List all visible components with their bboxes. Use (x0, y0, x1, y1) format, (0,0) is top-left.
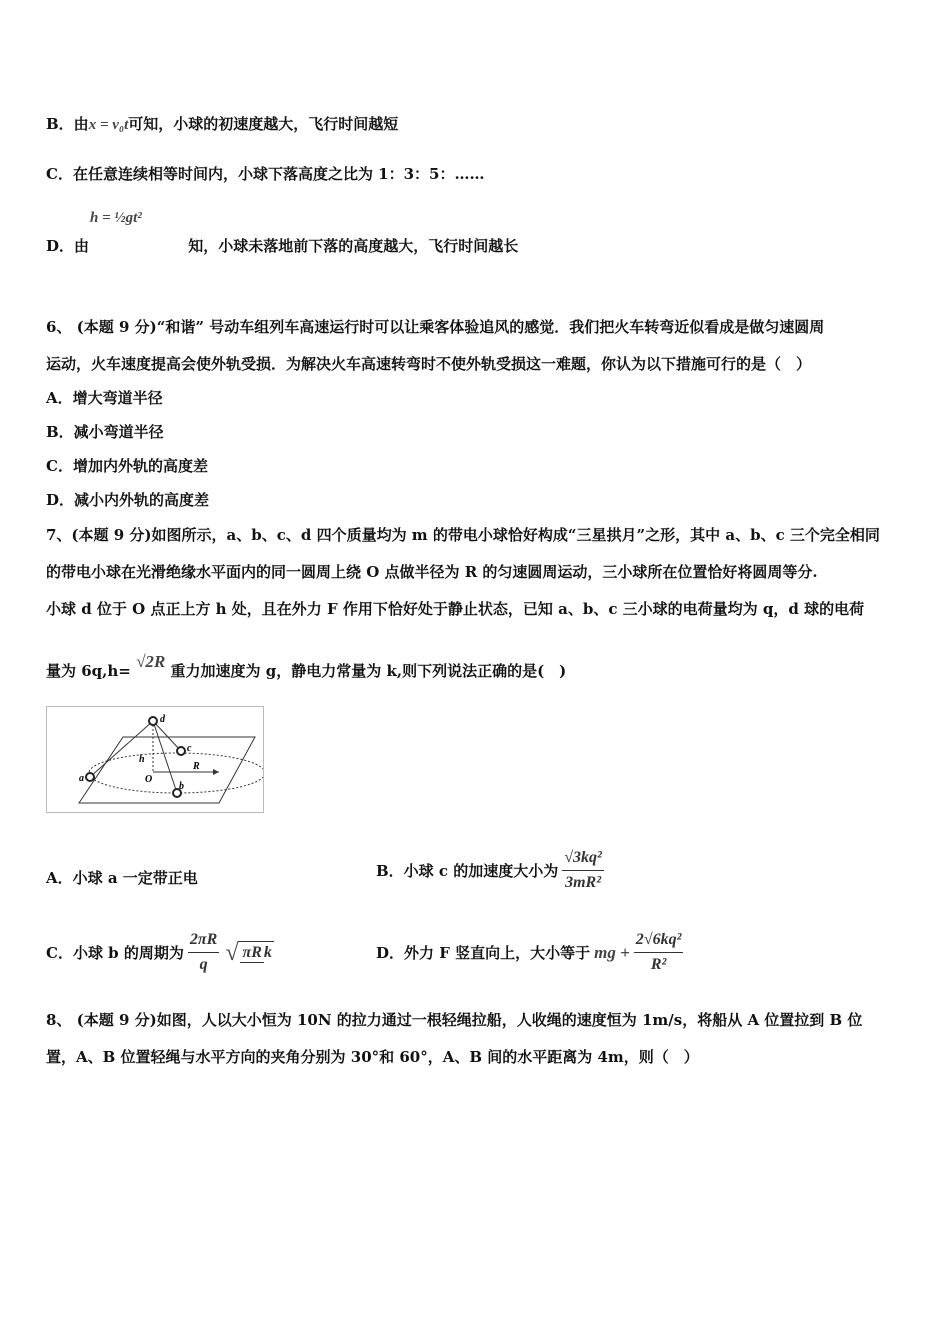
q5-option-b: B．由x = v₀t可知，小球的初速度越大，飞行时间越短 (46, 115, 399, 133)
label-h: h (139, 754, 145, 765)
ball-c (177, 747, 185, 755)
q7-stem-line1: 7、(本题 9 分)如图所示，a、b、c、d 四个质量均为 m 的带电小球恰好构成“三星拱月”之形，其中 a、b、c 三个完全相同 (46, 526, 880, 544)
ball-a (86, 773, 94, 781)
q7-option-b: B．小球 c 的加速度大小为 $\frac{\text{√3kq²}}{\text{3mR²}}$ (376, 847, 604, 894)
q7-h-formula: √2R (136, 652, 166, 671)
label-a: a (79, 773, 84, 784)
q5-option-d-formula: h = ½gt² (90, 210, 142, 226)
q7-diagram (47, 707, 263, 812)
label-c: c (187, 743, 192, 754)
q7-option-c-fraction1: $\frac{2\pi R}{q}$ (189, 931, 218, 973)
q7-option-d: D．外力 F 竖直向上，大小等于 mg + $\frac{\text{2√6kq²}}{\text{R²}}$ (376, 929, 683, 976)
ball-d (149, 717, 157, 725)
label-r: R (193, 761, 200, 772)
q6-option-a: A．增大弯道半径 (46, 389, 163, 407)
q5-option-d: D．由 h = ½gt² 知，小球未落地前下落的高度越大，飞行时间越长 (46, 235, 518, 257)
q6-stem-line1: 6、 (本题 9 分)“和谐” 号动车组列车高速运行时可以让乘客体验追风的感觉．我们把火车转弯近似看成是做匀速圆周 (46, 318, 825, 336)
q5-option-b-formula: x = v₀t (88, 117, 129, 133)
q5-option-c: C．在任意连续相等时间内，小球下落高度之比为 1：3：5：…… (46, 165, 485, 183)
q7-option-a: A．小球 a 一定带正电 (46, 869, 198, 887)
q7-stem-line4: 量为 6q,h= √2R 重力加速度为 g，静电力常量为 k,则下列说法正确的是( ) (46, 652, 567, 680)
label-d: d (160, 714, 165, 725)
label-b: b (179, 781, 184, 792)
q7-stem-line2: 的带电小球在光滑绝缘水平面内的同一圆周上绕 O 点做半径为 R 的匀速圆周运动，三小球所在位置恰好将圆周等分. (46, 563, 818, 581)
q8-stem-line2: 置，A、B 位置轻绳与水平方向的夹角分别为 30°和 60°，A、B 间的水平距离为 4m，则（ ） (46, 1048, 699, 1066)
q6-option-d: D．减小内外轨的高度差 (46, 491, 210, 509)
q7-option-c-fraction2: πR k (238, 941, 273, 964)
label-o: O (145, 774, 153, 785)
q6-option-c: C．增加内外轨的高度差 (46, 457, 208, 475)
q7-option-b-fraction: $\frac{\text{√3kq²}}{\text{3mR²}}$ (564, 849, 602, 891)
q7-figure (46, 706, 264, 813)
q7-option-c: C．小球 b 的周期为 $\frac{2\pi R}{q}$ √ πR k (46, 929, 274, 976)
q6-stem-line2: 运动，火车速度提高会使外轨受损．为解决火车高速转弯时不使外轨受损这一难题，你认为以下措施可行的是（ ） (46, 355, 812, 373)
q6-option-b: B．减小弯道半径 (46, 423, 164, 441)
q8-stem-line1: 8、 (本题 9 分)如图，人以大小恒为 10N 的拉力通过一根轻绳拉船，人收绳的速度恒为 1m/s，将船从 A 位置拉到 B 位 (46, 1011, 863, 1029)
q7-stem-line3: 小球 d 位于 O 点正上方 h 处，且在外力 F 作用下恰好处于静止状态，已知 a、b、c 三小球的电荷量均为 q，d 球的电荷 (46, 600, 865, 618)
q7-option-d-fraction: $\frac{\text{2√6kq²}}{\text{R²}}$ (635, 931, 682, 973)
